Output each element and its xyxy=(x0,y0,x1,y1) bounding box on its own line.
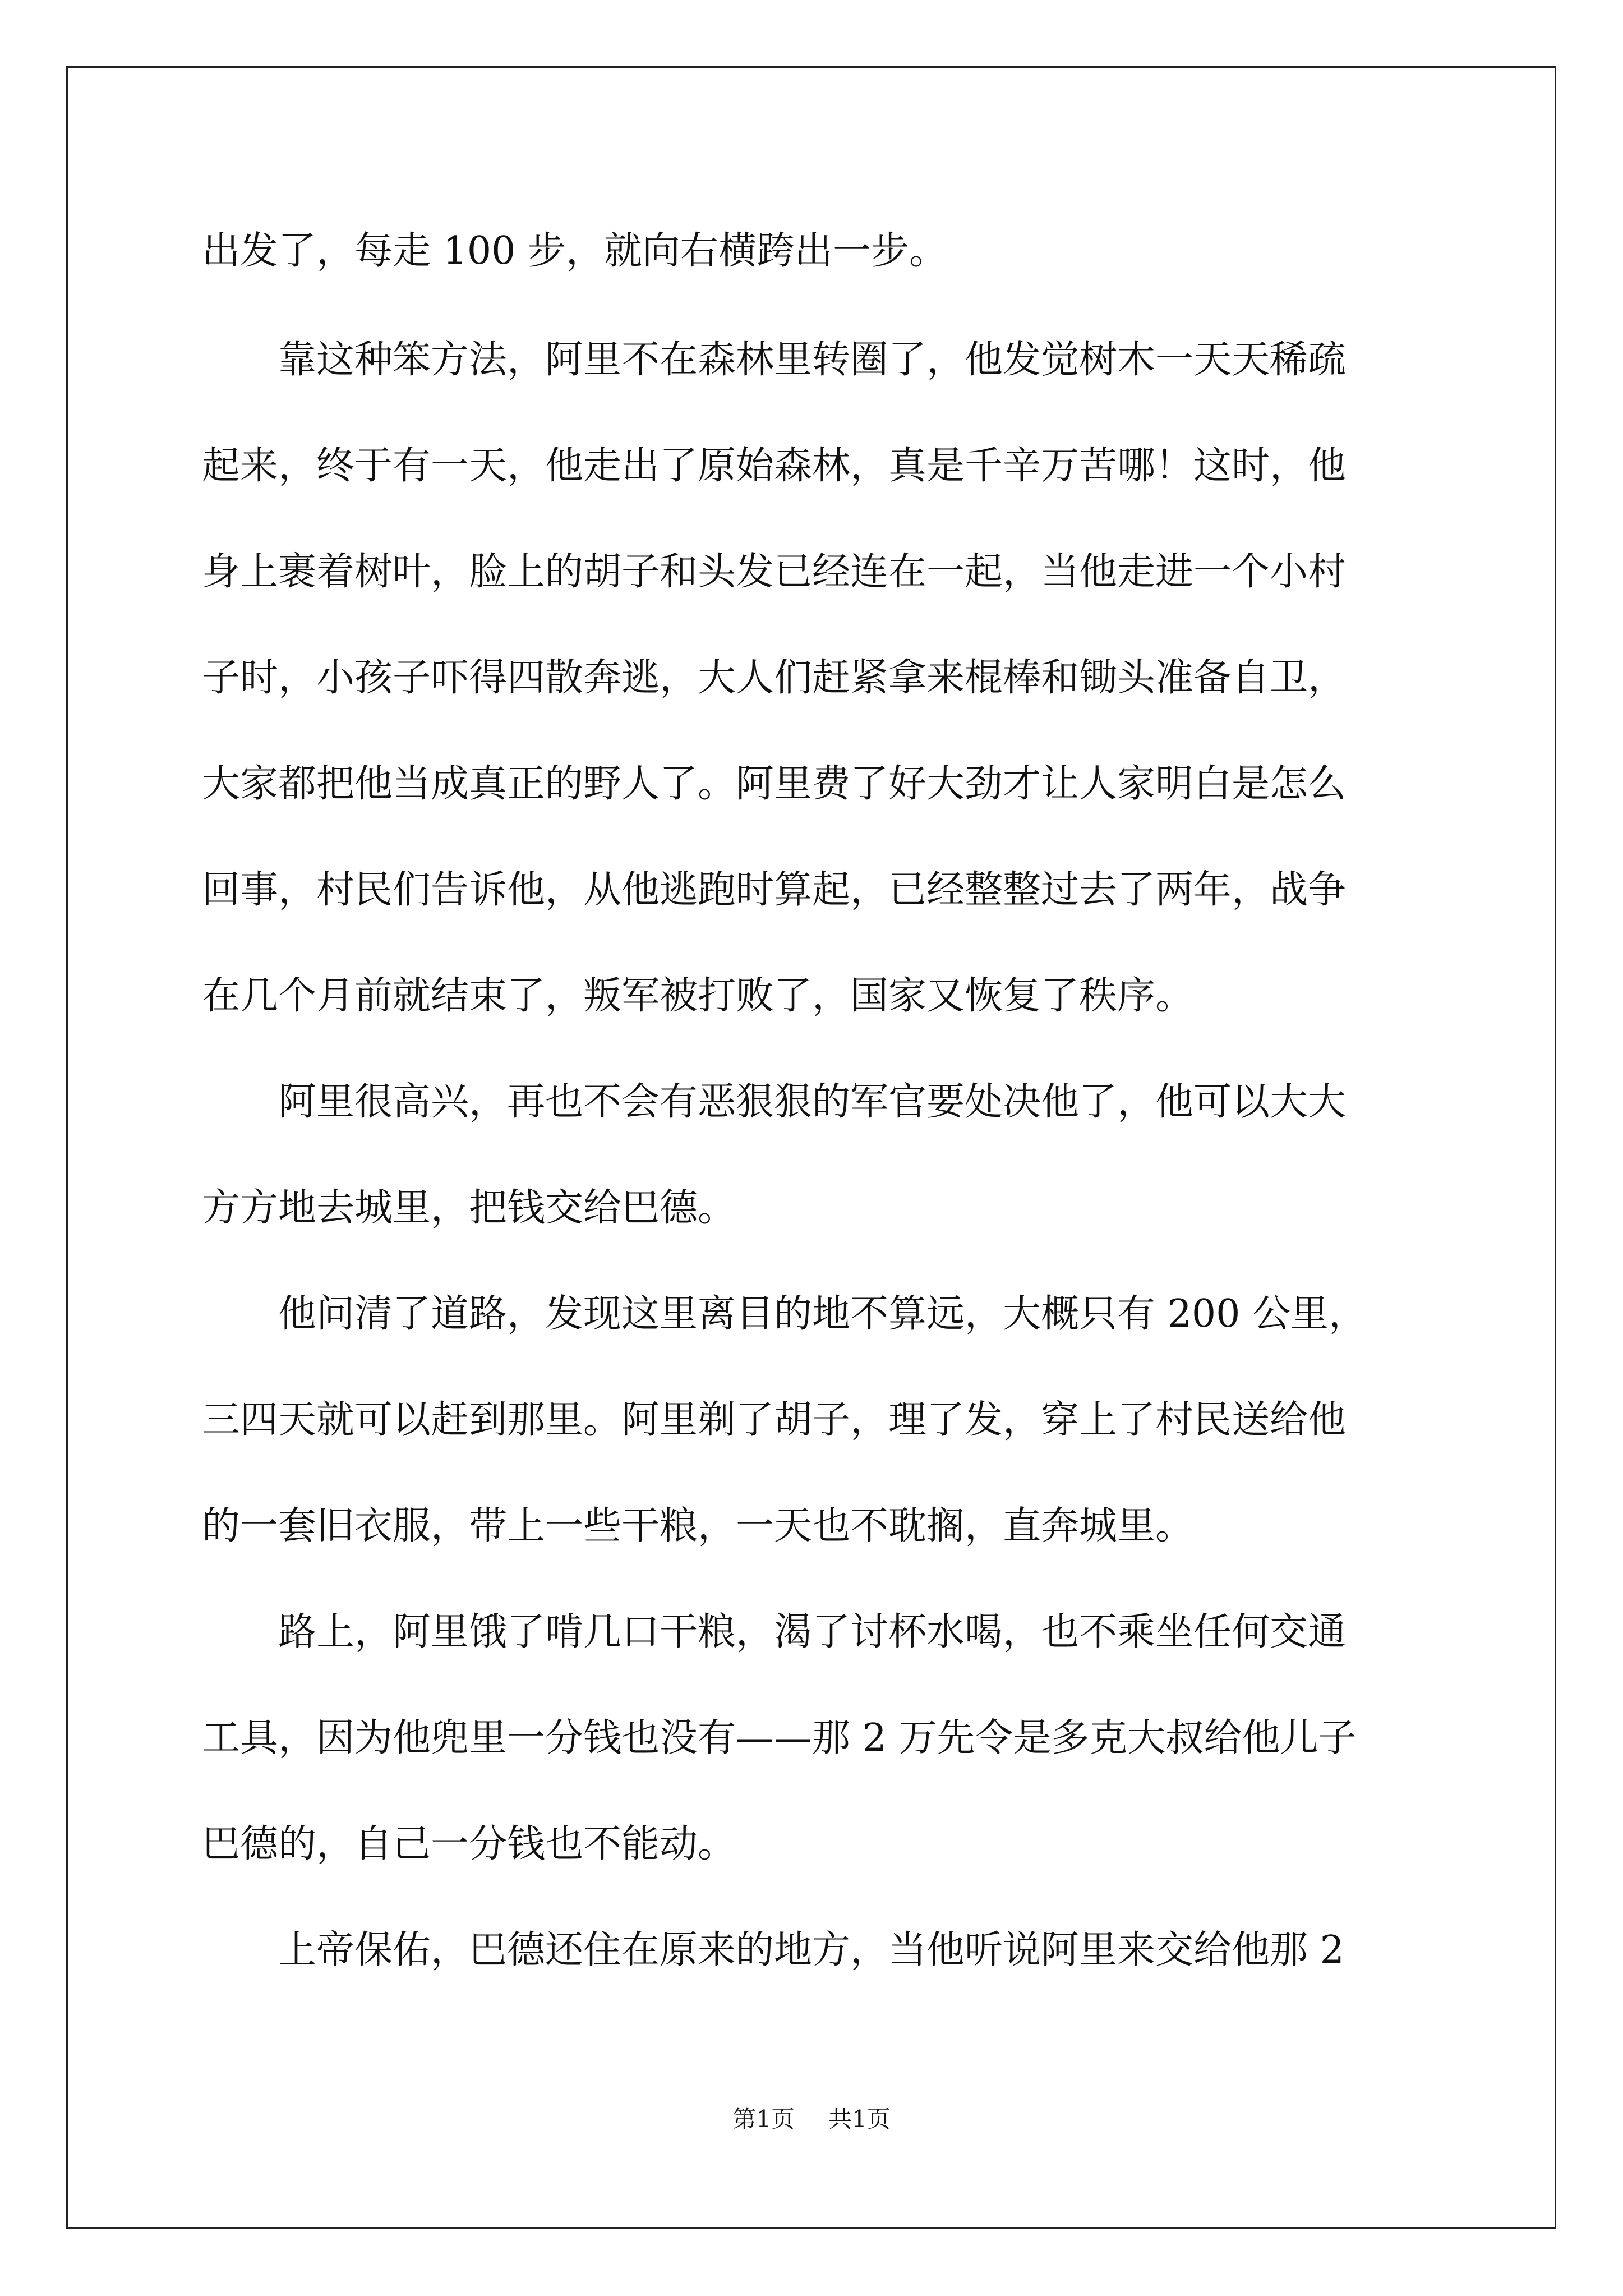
text-line: 靠这种笨方法，阿里不在森林里转圈了，他发觉树木一天天稀疏 xyxy=(202,338,1347,382)
text-line: 方方地去城里，把钱交给巴德。 xyxy=(202,1186,736,1230)
text-line: 的一套旧衣服，带上一些干粮，一天也不耽搁，直奔城里。 xyxy=(202,1504,1194,1548)
page-number: 第1页 xyxy=(732,2105,795,2133)
page-footer xyxy=(0,2101,1623,2134)
page-total: 共1页 xyxy=(828,2105,891,2133)
text-line: 回事，村民们告诉他，从他逃跑时算起，已经整整过去了两年，战争 xyxy=(202,868,1347,912)
text-line: 工具，因为他兜里一分钱也没有——那 2 万先令是多克大叔给他儿子 xyxy=(202,1716,1357,1760)
text-line: 在几个月前就结束了，叛军被打败了，国家又恢复了秩序。 xyxy=(202,974,1194,1018)
text-line: 路上，阿里饿了啃几口干粮，渴了讨杯水喝，也不乘坐任何交通 xyxy=(202,1610,1347,1654)
text-line: 出发了，每走 100 步，就向右横跨出一步。 xyxy=(202,229,948,273)
text-line: 他问清了道路，发现这里离目的地不算远，大概只有 200 公里， xyxy=(202,1292,1367,1336)
text-line: 上帝保佑，巴德还住在原来的地方，当他听说阿里来交给他那 2 xyxy=(202,1928,1344,1972)
text-line: 身上裹着树叶，脸上的胡子和头发已经连在一起，当他走进一个小村 xyxy=(202,550,1347,594)
text-line: 子时，小孩子吓得四散奔逃，大人们赶紧拿来棍棒和锄头准备自卫， xyxy=(202,656,1347,700)
page-border xyxy=(66,66,1556,2229)
text-line: 起来，终于有一天，他走出了原始森林，真是千辛万苦哪！这时，他 xyxy=(202,444,1347,488)
text-line: 大家都把他当成真正的野人了。阿里费了好大劲才让人家明白是怎么 xyxy=(202,762,1347,806)
text-line: 三四天就可以赶到那里。阿里剃了胡子，理了发，穿上了村民送给他 xyxy=(202,1398,1347,1442)
text-line: 阿里很高兴，再也不会有恶狠狠的军官要处决他了，他可以大大 xyxy=(202,1080,1347,1124)
text-line: 巴德的，自己一分钱也不能动。 xyxy=(202,1822,736,1866)
